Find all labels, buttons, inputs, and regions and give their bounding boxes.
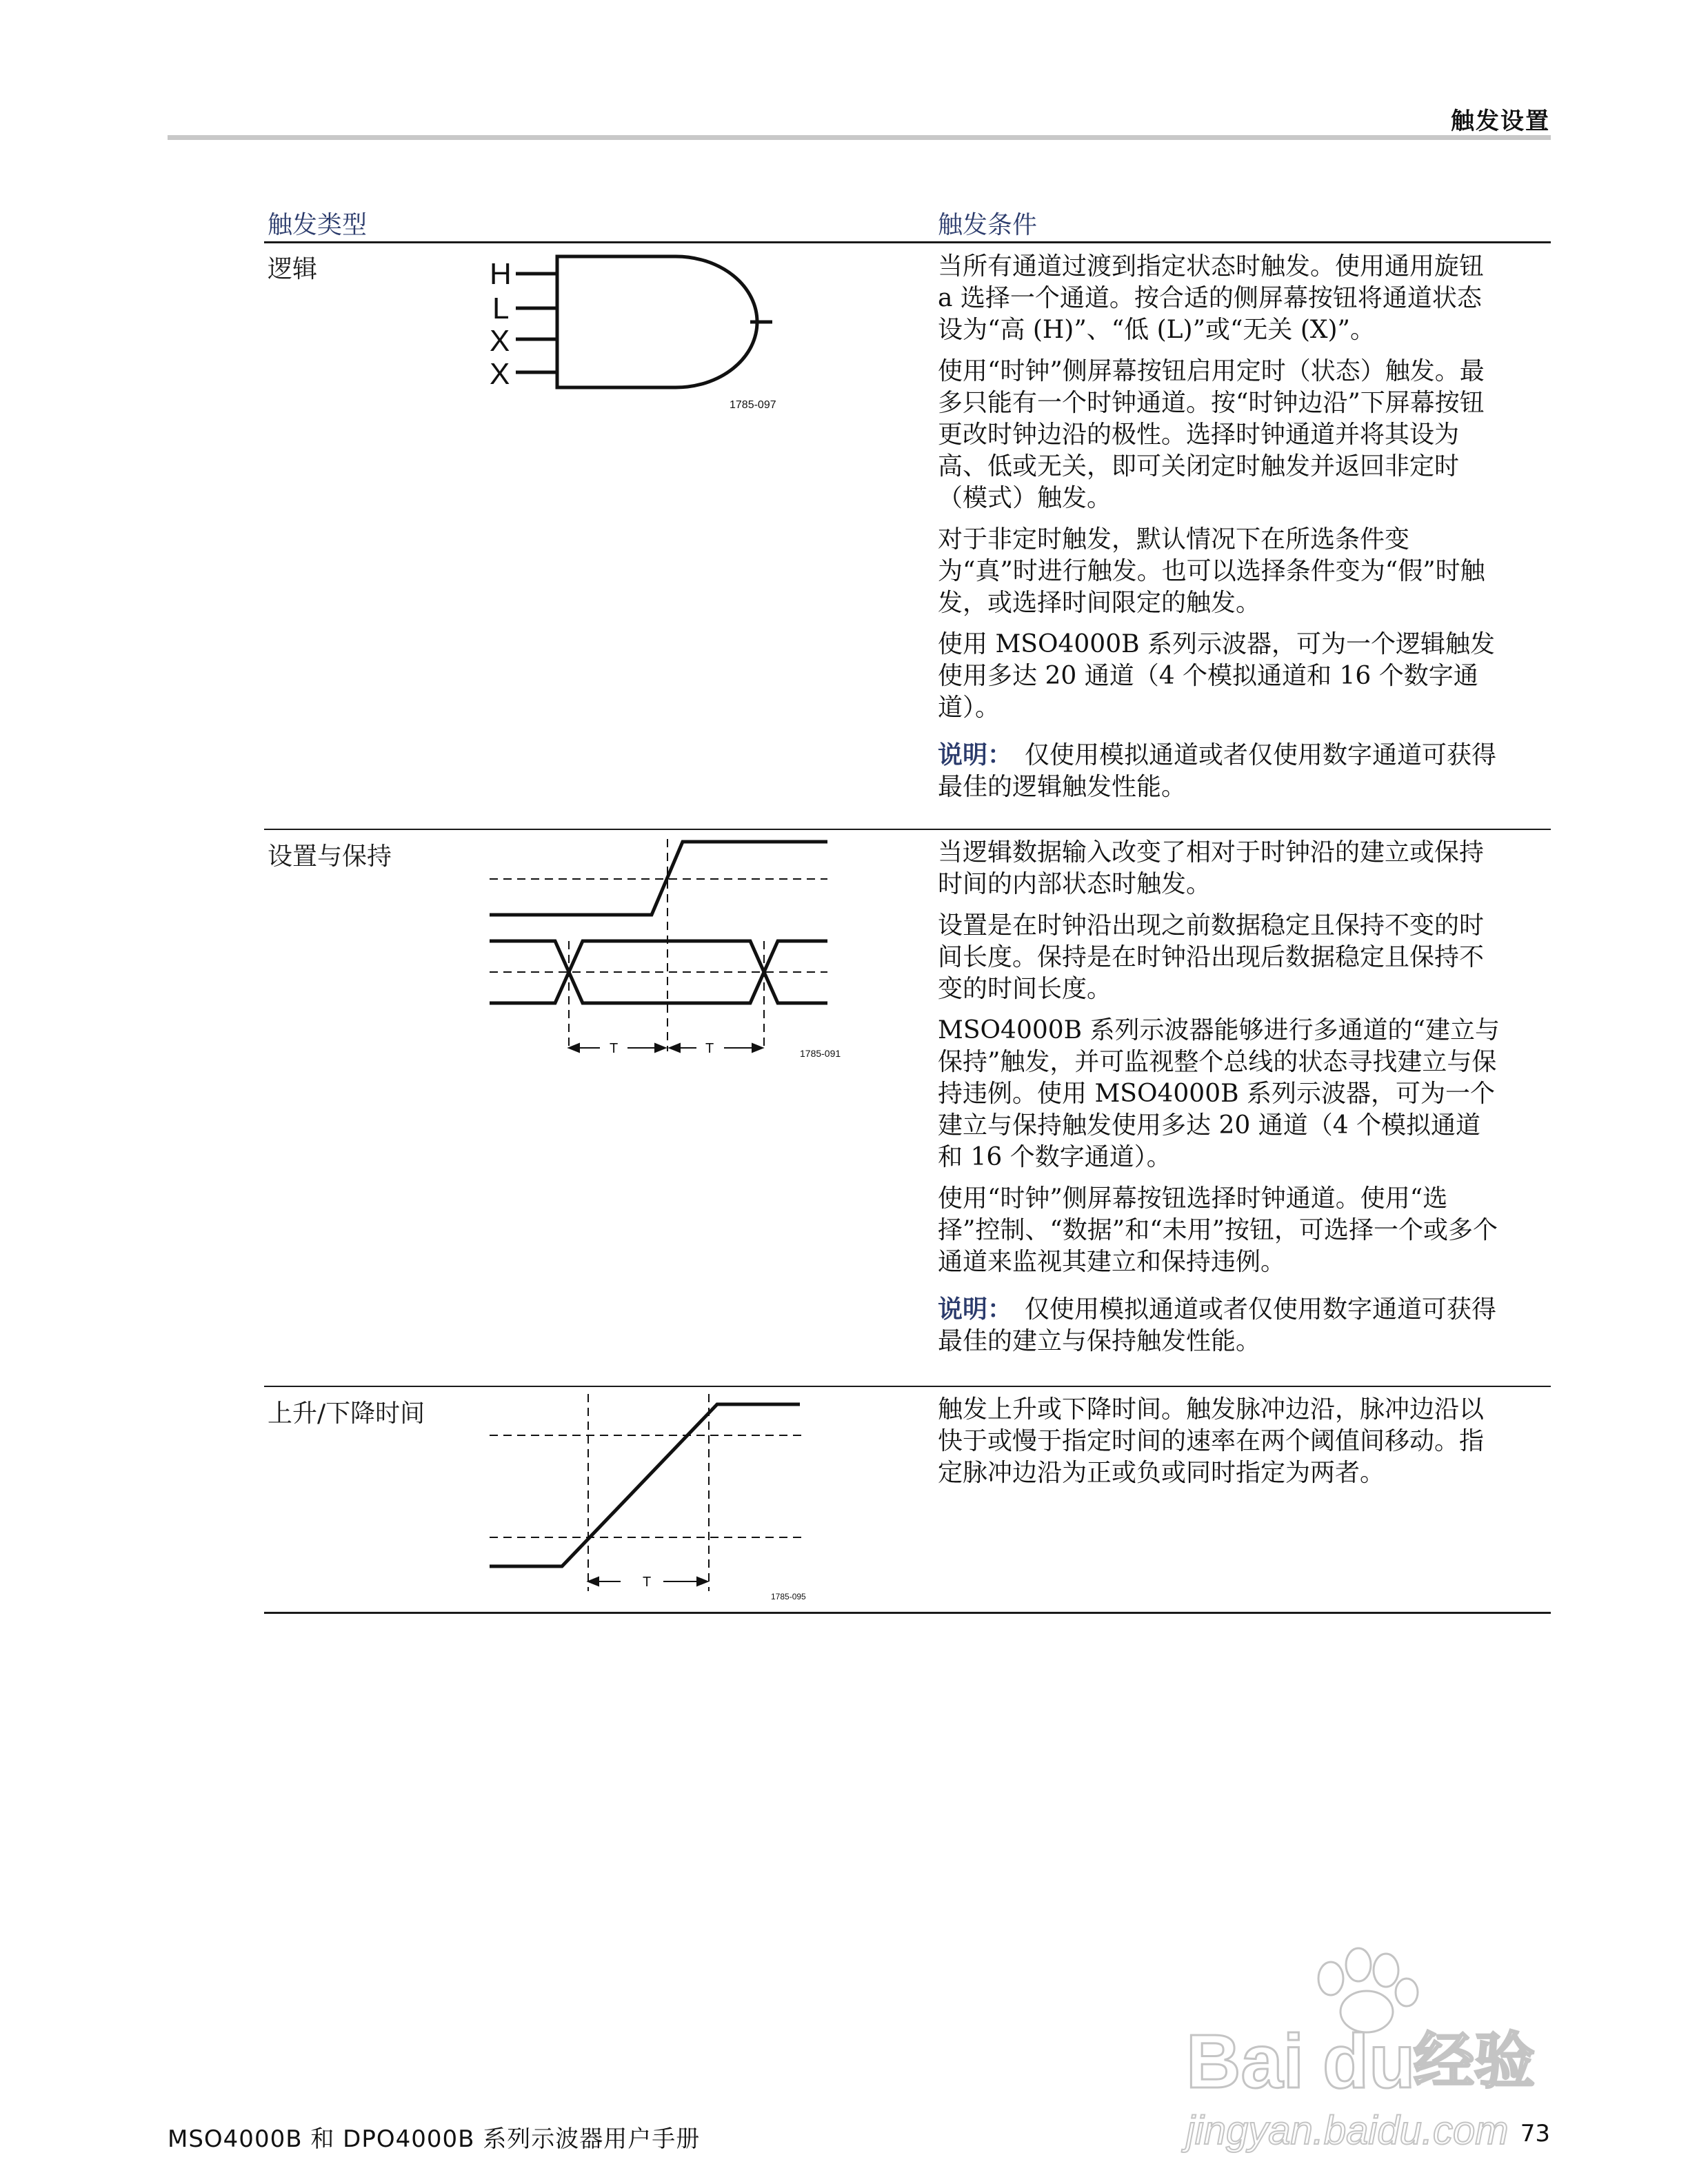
table-bottom-rule bbox=[264, 1612, 1551, 1614]
description-paragraph: 当逻辑数据输入改变了相对于时钟沿的建立或保持时间的内部状态时触发。 bbox=[938, 838, 1485, 898]
input-label-x2: X bbox=[490, 357, 510, 391]
description-paragraph: 触发上升或下降时间。触发脉冲边沿，脉冲边沿以快于或慢于指定时间的速率在两个阈值间移动。指定脉冲边沿为正或负或同时指定为两者。 bbox=[938, 1395, 1485, 1487]
and-gate-diagram bbox=[476, 250, 779, 422]
t-label: T bbox=[705, 1041, 714, 1056]
description-paragraph: 当所有通道过渡到指定状态时触发。使用通用旋钮 a 选择一个通道。按合适的侧屏幕按钮将通道状态设为“高 (H)”、“低 (L)”或“无关 (X)”。 bbox=[938, 252, 1485, 344]
watermark-jingyan: 经验 bbox=[1414, 2025, 1536, 2096]
row-description bbox=[938, 251, 1503, 813]
note-paragraph bbox=[938, 739, 1503, 803]
column-header-trigger-type: 触发类型 bbox=[268, 211, 368, 239]
note-label: 说明： bbox=[938, 740, 1013, 769]
description-paragraph: 设置是在时钟沿出现之前数据稳定且保持不变的时间长度。保持是在时钟沿出现后数据稳定且保持不变的时间长度。 bbox=[938, 911, 1485, 1003]
row-description bbox=[938, 837, 1503, 1367]
table-top-rule bbox=[264, 241, 1551, 243]
row-description bbox=[938, 1394, 1503, 1499]
input-label-x1: X bbox=[490, 324, 510, 358]
note-text: 仅使用模拟通道或者仅使用数字通道可获得最佳的建立与保持触发性能。 bbox=[938, 1295, 1497, 1355]
figure-code: 1785-091 bbox=[800, 1048, 841, 1059]
row-divider bbox=[264, 829, 1551, 830]
description-paragraph: 使用“时钟”侧屏幕按钮启用定时（状态）触发。最多只能有一个时钟通道。按“时钟边沿”下屏幕按钮更改时钟边沿的极性。选择时钟通道并将其设为高、低或无关，即可关闭定时触发并返回非定时（模式）触发。 bbox=[938, 357, 1485, 512]
baidu-jingyan-watermark bbox=[1172, 1937, 1558, 2158]
row-type-label: 逻辑 bbox=[268, 255, 318, 283]
figure-code: 1785-095 bbox=[771, 1592, 806, 1601]
section-title: 触发设置 bbox=[1451, 108, 1550, 135]
manual-title: MSO4000B 和 DPO4000B 系列示波器用户手册 bbox=[168, 2125, 701, 2153]
watermark-url: jingyan.baidu.com bbox=[1186, 2108, 1509, 2153]
input-label-l: L bbox=[492, 292, 510, 325]
input-label-h: H bbox=[490, 257, 512, 291]
description-paragraph: MSO4000B 系列示波器能够进行多通道的“建立与保持”触发，并可监视整个总线的状态寻找建立与保持违例。使用 MSO4000B 系列示波器，可为一个建立与保持触发使用多达 20 通道（4 个模拟通道和 16 个数字通道）。 bbox=[938, 1016, 1500, 1171]
note-paragraph bbox=[938, 1293, 1503, 1357]
t-label: T bbox=[643, 1575, 652, 1590]
header-rule bbox=[168, 135, 1551, 140]
column-header-trigger-condition: 触发条件 bbox=[938, 211, 1038, 239]
note-text: 仅使用模拟通道或者仅使用数字通道可获得最佳的逻辑触发性能。 bbox=[938, 741, 1497, 801]
rise-time-diagram bbox=[490, 1387, 814, 1601]
note-label: 说明： bbox=[938, 1295, 1013, 1324]
row-type-label: 设置与保持 bbox=[268, 842, 392, 871]
setup-hold-timing-diagram bbox=[490, 831, 841, 1069]
watermark-brand-du: du bbox=[1323, 2019, 1416, 2104]
watermark-brand: Bai bbox=[1186, 2019, 1305, 2104]
description-paragraph: 使用“时钟”侧屏幕按钮选择时钟通道。使用“选择”控制、“数据”和“未用”按钮，可选择一个或多个通道来监视其建立和保持违例。 bbox=[938, 1184, 1498, 1276]
row-type-label: 上升/下降时间 bbox=[268, 1399, 425, 1428]
row-divider bbox=[264, 1386, 1551, 1387]
t-label: T bbox=[610, 1041, 619, 1056]
page-number: 73 bbox=[1520, 2120, 1550, 2147]
figure-code: 1785-097 bbox=[730, 399, 776, 411]
description-paragraph: 使用 MSO4000B 系列示波器，可为一个逻辑触发使用多达 20 通道（4 个模拟通道和 16 个数字通道）。 bbox=[938, 630, 1495, 722]
description-paragraph: 对于非定时触发，默认情况下在所选条件变为“真”时进行触发。也可以选择条件变为“假”时触发，或选择时间限定的触发。 bbox=[938, 525, 1485, 617]
